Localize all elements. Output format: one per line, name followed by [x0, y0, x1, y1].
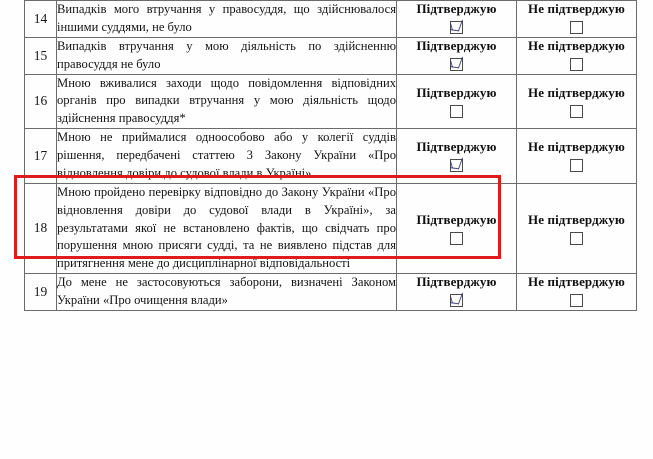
deny-checkbox[interactable]	[570, 21, 583, 34]
deny-label: Не підтверджую	[528, 37, 625, 53]
answer-cell-deny[interactable]	[517, 1, 637, 38]
answer-cell-confirm[interactable]	[397, 129, 517, 184]
confirm-label: Підтверджую	[416, 211, 497, 227]
answer-cell-deny[interactable]	[517, 129, 637, 184]
confirm-label: Підтверджую	[416, 1, 497, 16]
answer-cell-confirm[interactable]	[397, 274, 517, 311]
confirm-checkbox[interactable]	[450, 21, 463, 34]
row-statement: Мною вживалися заходи щодо повідомлення відповідних органів про випадки втручання у мою діяльність щодо здійснення правосуддя*	[57, 74, 397, 129]
deny-label: Не підтверджую	[528, 84, 625, 100]
confirm-label: Підтверджую	[416, 274, 497, 290]
confirm-label: Підтверджую	[416, 37, 497, 53]
confirm-label: Підтверджую	[416, 84, 497, 100]
answer-cell-confirm[interactable]	[397, 1, 517, 38]
confirm-checkbox[interactable]	[450, 159, 463, 172]
declaration-table	[24, 0, 637, 311]
table-row-highlighted	[25, 129, 637, 184]
deny-label: Не підтверджую	[528, 1, 625, 16]
answer-cell-deny[interactable]	[517, 74, 637, 129]
table-row	[25, 274, 637, 311]
row-number: 14	[25, 1, 57, 38]
row-number: 17	[25, 129, 57, 184]
answer-cell-deny[interactable]	[517, 37, 637, 74]
deny-label: Не підтверджую	[528, 274, 625, 290]
row-statement: Мною пройдено перевірку відповідно до Закону України «Про відновлення довіри до судової влади в Україні», за результатами якої не встановлено фактів, що свідчать про порушення мною присяги судді, та не виявлено підстав для притягнення мене до дисциплінарної відповідальності	[57, 183, 397, 273]
row-statement: Випадків мого втручання у правосуддя, що здійснювалося іншими суддями, не було	[57, 1, 397, 38]
deny-checkbox[interactable]	[570, 232, 583, 245]
answer-cell-deny[interactable]	[517, 183, 637, 273]
table-row	[25, 74, 637, 129]
row-number: 19	[25, 274, 57, 311]
row-statement: Мною не приймалися одноособово або у колегії суддів рішення, передбачені статтею 3 Закону України «Про відновлення довіри до судової влади в Україні»	[57, 129, 397, 184]
answer-cell-deny[interactable]	[517, 274, 637, 311]
confirm-checkbox[interactable]	[450, 58, 463, 71]
confirm-checkbox[interactable]	[450, 105, 463, 118]
confirm-checkbox[interactable]	[450, 294, 463, 307]
deny-checkbox[interactable]	[570, 105, 583, 118]
answer-cell-confirm[interactable]	[397, 37, 517, 74]
row-number: 16	[25, 74, 57, 129]
deny-checkbox[interactable]	[570, 159, 583, 172]
deny-checkbox[interactable]	[570, 294, 583, 307]
answer-cell-confirm[interactable]	[397, 183, 517, 273]
row-number: 18	[25, 183, 57, 273]
deny-label: Не підтверджую	[528, 139, 625, 155]
row-statement: Випадків втручання у мою діяльність по здійсненню правосуддя не було	[57, 37, 397, 74]
confirm-checkbox[interactable]	[450, 232, 463, 245]
confirm-label: Підтверджую	[416, 139, 497, 155]
answer-cell-confirm[interactable]	[397, 74, 517, 129]
deny-checkbox[interactable]	[570, 58, 583, 71]
table-row	[25, 1, 637, 38]
row-statement: До мене не застосовуються заборони, визначені Законом України «Про очищення влади»	[57, 274, 397, 311]
table-row	[25, 183, 637, 273]
table-row	[25, 37, 637, 74]
row-number: 15	[25, 37, 57, 74]
deny-label: Не підтверджую	[528, 211, 625, 227]
